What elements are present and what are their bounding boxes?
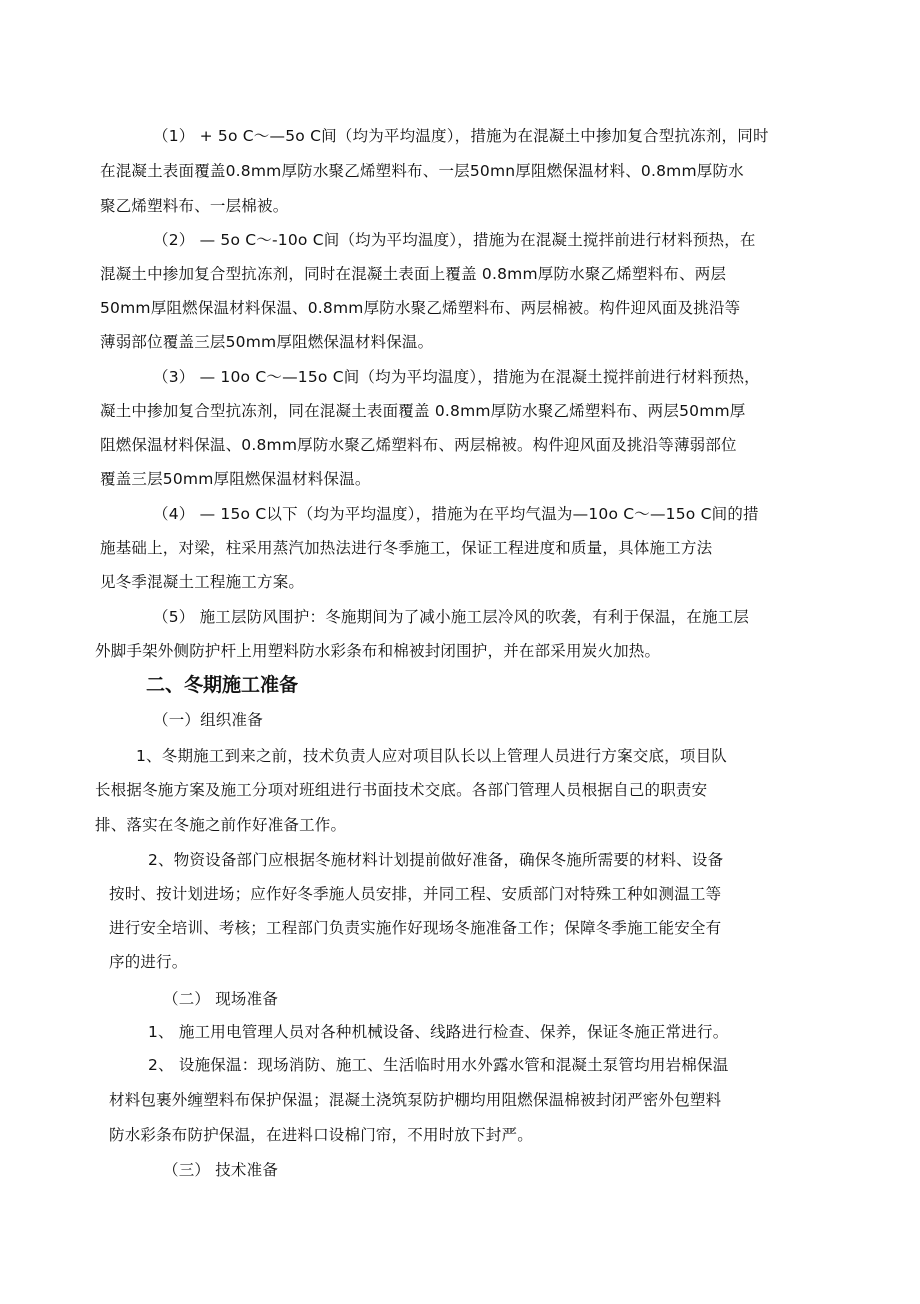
- paragraph-1-line-2: 在混凝土表面覆盖0.8mm厚防水聚乙烯塑料布、一层50mn厚阻燃保温材料、0.8mm厚防水: [100, 162, 744, 180]
- paragraph-4-line-2: 施基础上，对梁，柱采用蒸汽加热法进行冬季施工，保证工程进度和质量，具体施工方法: [100, 539, 713, 557]
- item-2-line-3: 进行安全培训、考核；工程部门负责实施作好现场冬施准备工作；保障冬季施工能安全有: [109, 919, 722, 937]
- paragraph-2-line-3: 50mm厚阻燃保温材料保温、0.8mm厚防水聚乙烯塑料布、两层棉被。构件迎风面及挑沿等: [100, 299, 741, 317]
- item-2-line-1: 2、物资设备部门应根据冬施材料计划提前做好准备，确保冬施所需要的材料、设备: [148, 851, 724, 869]
- item-2-line-2: 按时、按计划进场；应作好冬季施人员安排，并同工程、安质部门对特殊工种如测温工等: [109, 885, 722, 903]
- item-1-line-1: 1、冬期施工到来之前，技术负责人应对项目队长以上管理人员进行方案交底，项目队: [136, 747, 727, 765]
- site-item-2-line-1: 2、 设施保温：现场消防、施工、生活临时用水外露水管和混凝土泵管均用岩棉保温: [148, 1056, 729, 1074]
- item-1-line-3: 排、落实在冬施之前作好准备工作。: [95, 816, 347, 834]
- subsection-heading-technical: （三） 技术准备: [163, 1161, 279, 1179]
- paragraph-2-line-1: （2） — 5o C～-10o C间（均为平均温度），措施为在混凝土搅拌前进行材料预热，在: [153, 231, 756, 249]
- paragraph-5-line-1: （5） 施工层防风围护：冬施期间为了减小施工层冷风的吹袭，有利于保温，在施工层: [153, 608, 750, 626]
- item-1-line-2: 长根据冬施方案及施工分项对班组进行书面技术交底。各部门管理人员根据自己的职责安: [95, 781, 708, 799]
- subsection-heading-organization: （一）组织准备: [153, 711, 263, 729]
- site-item-2-line-3: 防水彩条布防护保温，在进料口设棉门帘，不用时放下封严。: [109, 1126, 533, 1144]
- paragraph-4-line-3: 见冬季混凝土工程施工方案。: [100, 573, 305, 591]
- item-2-line-4: 序的进行。: [109, 953, 188, 971]
- paragraph-1-line-1: （1） + 5o C～—5o C间（均为平均温度），措施为在混凝土中掺加复合型抗冻剂，同时: [153, 127, 769, 145]
- paragraph-3-line-3: 阻燃保温材料保温、0.8mm厚防水聚乙烯塑料布、两层棉被。构件迎风面及挑沿等薄弱部位: [100, 436, 737, 454]
- paragraph-3-line-2: 凝土中掺加复合型抗冻剂，同在混凝土表面覆盖 0.8mm厚防水聚乙烯塑料布、两层50mm厚: [100, 402, 746, 420]
- paragraph-4-line-1: （4） — 15o C以下（均为平均温度），措施为在平均气温为—10o C～—15o C间的措: [153, 505, 759, 523]
- paragraph-2-line-4: 薄弱部位覆盖三层50mm厚阻燃保温材料保温。: [100, 333, 434, 351]
- paragraph-3-line-4: 覆盖三层50mm厚阻燃保温材料保温。: [100, 470, 371, 488]
- site-item-1: 1、 施工用电管理人员对各种机械设备、线路进行检查、保养，保证冬施正常进行。: [148, 1023, 729, 1041]
- paragraph-3-line-1: （3） — 10o C～—15o C间（均为平均温度），措施为在混凝土搅拌前进行材料预热，: [153, 368, 760, 386]
- site-item-2-line-2: 材料包裹外缠塑料布保护保温；混凝土浇筑泵防护棚均用阻燃保温棉被封闭严密外包塑料: [109, 1091, 722, 1109]
- paragraph-5-line-2: 外脚手架外侧防护杆上用塑料防水彩条布和棉被封闭围护，并在部采用炭火加热。: [95, 642, 661, 660]
- subsection-heading-site: （二） 现场准备: [163, 990, 279, 1008]
- paragraph-2-line-2: 混凝土中掺加复合型抗冻剂，同时在混凝土表面上覆盖 0.8mm厚防水聚乙烯塑料布、两层: [100, 265, 727, 283]
- paragraph-1-line-3: 聚乙烯塑料布、一层棉被。: [100, 197, 289, 215]
- section-heading: 二、冬期施工准备: [146, 674, 299, 696]
